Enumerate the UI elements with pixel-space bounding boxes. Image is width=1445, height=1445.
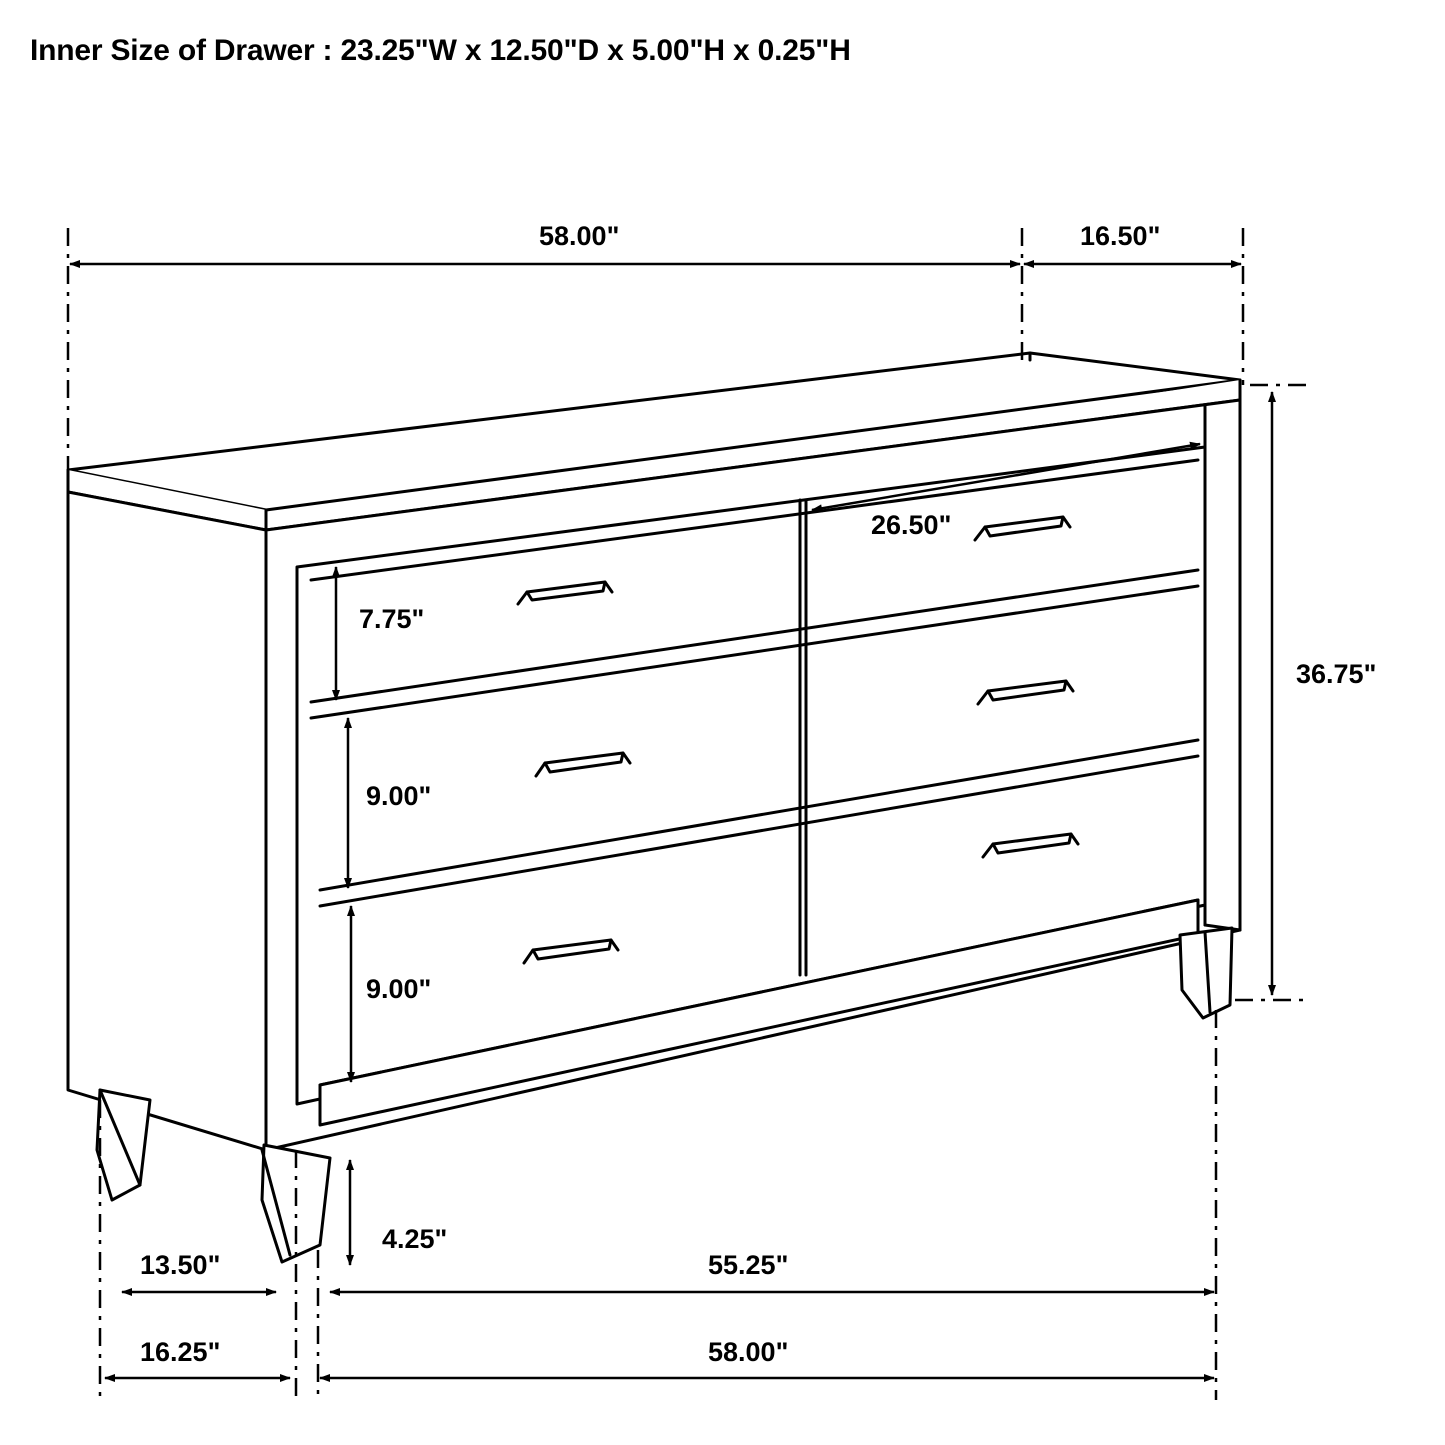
- left-side-panel: [68, 492, 266, 1150]
- dim-label-side-offset: 13.50": [136, 1251, 224, 1281]
- dim-label-base-width: 55.25": [704, 1251, 792, 1281]
- page-title: Inner Size of Drawer : 23.25"W x 12.50"D x 5.00"H x 0.25"H: [30, 34, 851, 67]
- dim-label-top-depth: 16.50": [1076, 222, 1164, 252]
- dim-label-top-width: 58.00": [535, 222, 623, 252]
- dim-label-total-height: 36.75": [1292, 660, 1380, 690]
- dim-label-drawer-h2: 9.00": [362, 782, 435, 812]
- dresser-body: [68, 353, 1240, 1262]
- dim-label-drawer-width: 26.50": [867, 511, 955, 541]
- dim-label-leg-height: 4.25": [378, 1225, 451, 1255]
- dim-label-drawer-h1: 7.75": [355, 605, 428, 635]
- dim-label-side-depth: 16.25": [136, 1338, 224, 1368]
- dim-label-overall-width: 58.00": [704, 1338, 792, 1368]
- dim-label-drawer-h3: 9.00": [362, 975, 435, 1005]
